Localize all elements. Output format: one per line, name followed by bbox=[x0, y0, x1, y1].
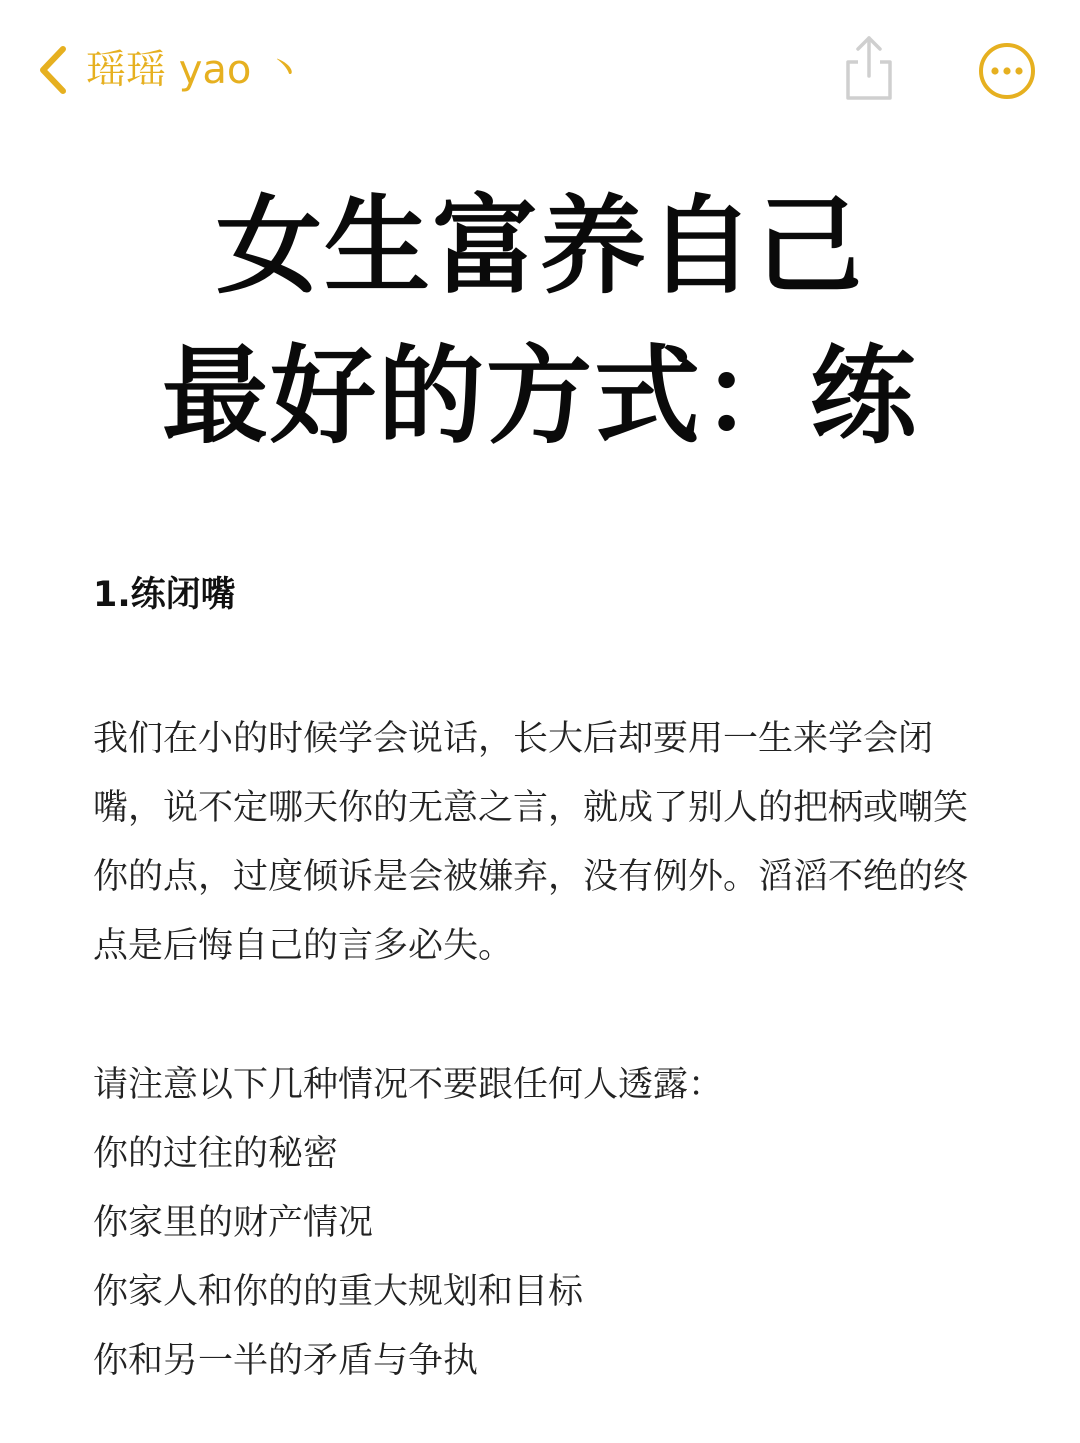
more-button[interactable] bbox=[976, 40, 1038, 102]
list-item: 你家人和你的的重大规划和目标 bbox=[93, 1272, 584, 1312]
notice-text: 请注意以下几种情况不要跟任何人透露： bbox=[93, 1065, 724, 1105]
article-body bbox=[93, 565, 993, 1396]
author-name[interactable]: 瑶瑶 yao 丶 bbox=[86, 47, 305, 93]
share-button[interactable] bbox=[838, 30, 900, 106]
section-paragraph: 我们在小的时候学会说话，长大后却要用一生来学会闭嘴，说不定哪天你的无意之言，就成了别人的把柄或嘲笑你的点，过度倾诉是会被嫌弃，没有例外。滔滔不绝的终点是后悔自己的言多必失。 bbox=[93, 719, 969, 966]
share-icon bbox=[844, 34, 894, 102]
top-nav-bar bbox=[0, 0, 1080, 140]
title-line-2: 最好的方式：练 bbox=[162, 335, 918, 458]
secret-list bbox=[93, 1120, 993, 1396]
title-line-1: 女生富养自己 bbox=[216, 185, 864, 308]
back-button[interactable] bbox=[28, 40, 78, 100]
chevron-left-icon bbox=[35, 45, 71, 95]
section-heading: 1.练闭嘴 bbox=[93, 575, 236, 615]
more-icon bbox=[977, 41, 1037, 101]
list-item: 你家里的财产情况 bbox=[93, 1203, 374, 1243]
list-item: 你和另一半的矛盾与争执 bbox=[93, 1341, 479, 1381]
page-title bbox=[0, 172, 1080, 472]
list-item: 你的过往的秘密 bbox=[93, 1134, 339, 1174]
